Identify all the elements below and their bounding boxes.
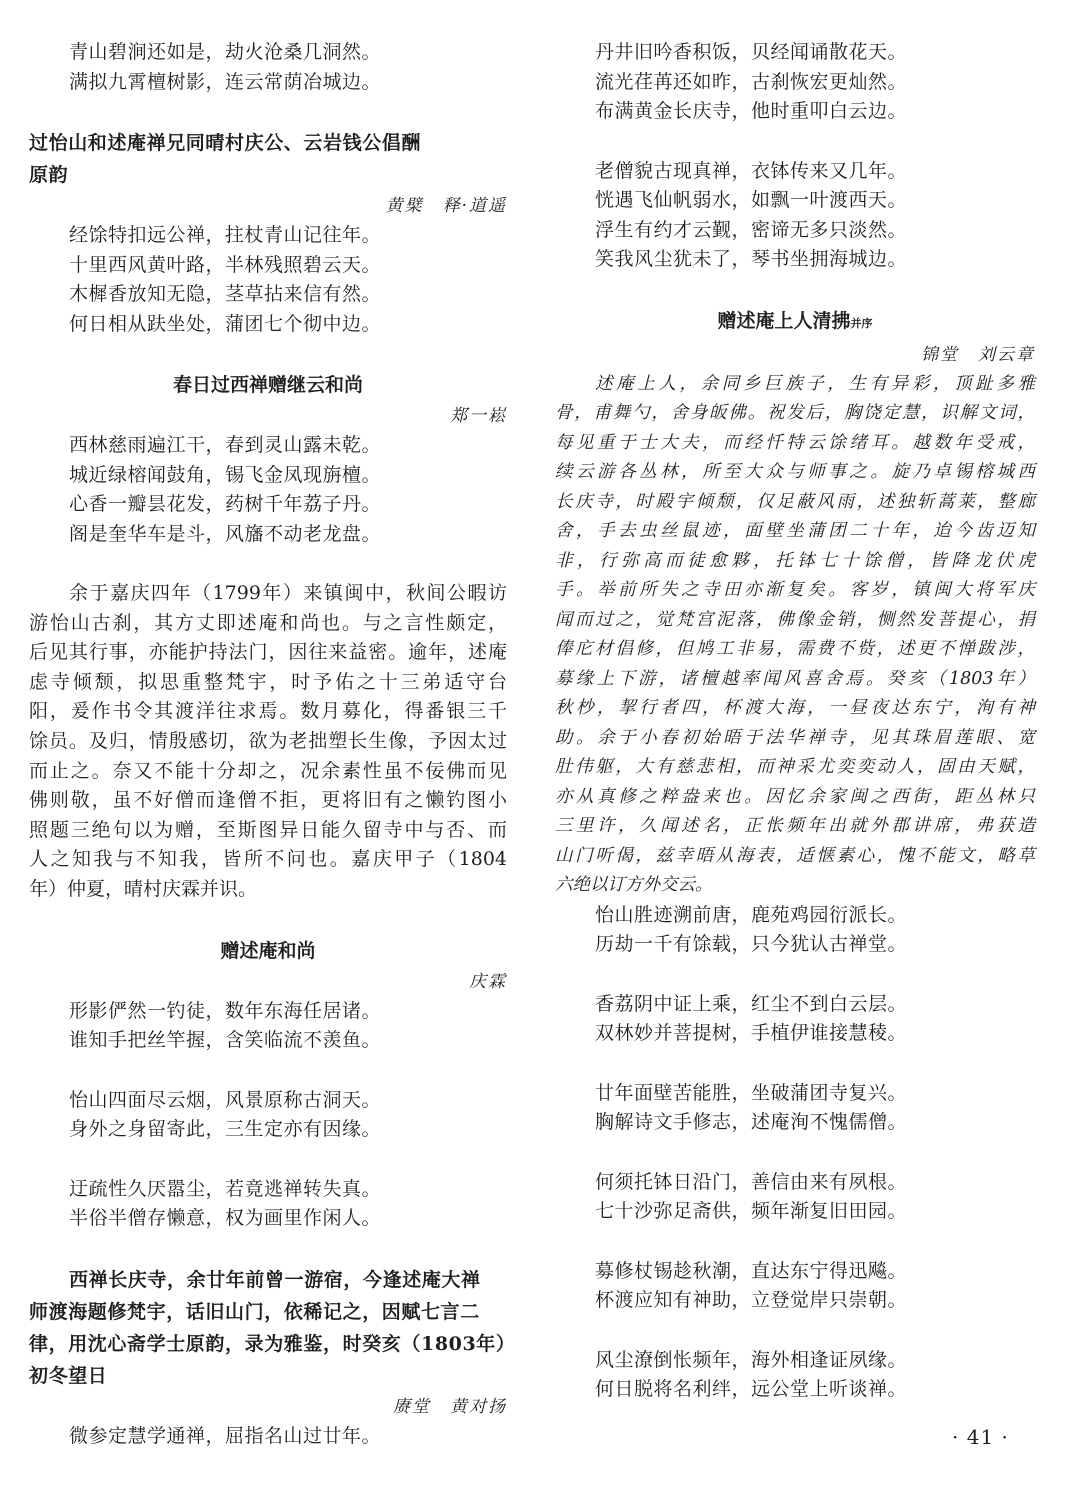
verse-line: 城近绿榕闻鼓角，锡飞金凤现旃檀。 xyxy=(69,463,382,486)
verse-line: 双林妙并菩提树，手植伊谁接慧稜。 xyxy=(595,1022,908,1044)
prose-line: 六绝以订方外交云。 xyxy=(555,875,713,895)
verse-line: 募修杖锡趁秋潮，直达东宁得迅飚。 xyxy=(595,1259,908,1282)
prose-line: 三里许，久闻述名，正怅频年出就外郡讲席，弗获造 xyxy=(555,816,1035,836)
prose-line: 虑寺倾颓，拟思重整梵宇，时予佑之十三弟适守台 xyxy=(29,670,507,693)
prose-line: 助。余于小春初始晤于法华禅寺，见其珠眉莲眼、宽 xyxy=(555,727,1035,748)
prose-line: 阳，爰作书令其渡洋往求焉。数月募化，得番银三千 xyxy=(29,700,507,723)
right-column xyxy=(555,38,1035,1405)
prose-paragraph xyxy=(29,579,507,905)
prose-line: 照题三绝句以为赠，至斯图异日能久留寺中与否、而 xyxy=(29,818,507,841)
verse-line: 何日相从趺坐处，蒲团七个彻中边。 xyxy=(69,312,382,335)
verse-line: 木樨香放知无隐，茎草拈来信有然。 xyxy=(69,283,382,305)
page-number: · 41 · xyxy=(952,1425,1009,1449)
spacer xyxy=(29,1234,507,1264)
spacer xyxy=(555,960,1035,990)
prose-line: 舍，手去虫丝鼠迹，面壁坐蒲团二十年，迨今齿迈知 xyxy=(555,521,1035,541)
poem-title xyxy=(555,305,1035,340)
verse-line: 杯渡应知有神助，立登觉岸只崇朝。 xyxy=(595,1289,908,1311)
spacer xyxy=(29,1145,507,1175)
prose-line: 余于嘉庆四年（1799年）来镇闽中，秋间公暇访 xyxy=(69,582,507,604)
verse-line: 笑我风尘犹未了，琴书坐拥海城边。 xyxy=(595,248,908,270)
prose-line: 肚伟躯，大有慈悲相，而神采尤奕奕动人，固由天赋， xyxy=(555,757,1035,777)
spacer xyxy=(555,1227,1035,1257)
verse-line: 怡山胜迹溯前唐，鹿苑鸡园衍派长。 xyxy=(595,903,908,926)
spacer xyxy=(29,549,507,579)
prose-line: 山门听偈，兹幸晤从海表，适惬素心，愧不能文，略草 xyxy=(555,845,1035,866)
prose-line: 续云游各丛林，所至大众与师事之。旋乃卓锡榕城西 xyxy=(555,462,1035,482)
prose-line: 后见其行事，亦能护持法门，因往来益密。逾年，述庵 xyxy=(29,641,507,664)
prose-line: 手。举前所失之寺田亦渐复矣。客岁，镇闽大将军庆 xyxy=(555,580,1035,600)
poem-title: 赠述庵和尚 xyxy=(220,939,316,962)
prose-line: 馀员。及归，情殷感切，欲为老拙塑长生像，予因太过 xyxy=(29,729,507,752)
poem-title-line: 西禅长庆寺，余廿年前曾一游宿，今逢述庵大禅 xyxy=(69,1268,481,1291)
verse-line: 何日脱将名利绊，远公堂上听谈禅。 xyxy=(595,1378,908,1400)
spacer xyxy=(555,1316,1035,1346)
poem-title xyxy=(29,127,507,191)
verse-line: 阁是奎华车是斗，风旛不动老龙盘。 xyxy=(69,522,382,545)
prose-line: 闻而过之，觉梵宫泥落，佛像金销，恻然发菩提心，捐 xyxy=(555,609,1035,630)
verse-line: 浮生有约才云觐，密谛无多只淡然。 xyxy=(595,218,908,241)
spacer xyxy=(29,339,507,369)
verse-line: 香荔阴中证上乘，红尘不到白云层。 xyxy=(595,992,908,1015)
spacer xyxy=(29,1056,507,1086)
verse-line: 微参定慧学通禅，屈指名山过廿年。 xyxy=(69,1424,382,1447)
spacer xyxy=(29,97,507,127)
verse-line: 七十沙弥足斋供，频年渐复旧田园。 xyxy=(595,1200,908,1222)
poem-title-text: 赠述庵上人清拂 xyxy=(717,309,851,332)
poem-author: 赓堂 黄对扬 xyxy=(393,1396,507,1417)
verse-line: 半俗半僧存懒意，权为画里作闲人。 xyxy=(69,1207,382,1230)
verse-line: 布满黄金长庆寺，他时重叩白云边。 xyxy=(595,100,908,122)
prose-line: 非，行弥高而徒愈夥，托钵七十馀僧，皆降龙伏虎 xyxy=(555,550,1035,571)
spacer xyxy=(29,905,507,935)
poem-title-note: 并序 xyxy=(850,316,873,330)
prose-line: 而止之。奈又不能十分却之，况余素性虽不佞佛而见 xyxy=(29,759,507,782)
verse-line: 经馀特扣远公禅，拄杖青山记往年。 xyxy=(69,224,382,246)
prose-line: 佛则敬，虽不好僧而逢僧不拒，更将旧有之懒钓图小 xyxy=(29,789,507,812)
verse-line: 身外之身留寄此，三生定亦有因缘。 xyxy=(69,1118,382,1141)
poem-author: 郑一崧 xyxy=(450,406,507,426)
poem-title xyxy=(29,1264,516,1392)
verse-line: 形影俨然一钓徒，数年东海任居诸。 xyxy=(69,999,382,1022)
verse-line: 廿年面壁苦能胜，坐破蒲团寺复兴。 xyxy=(595,1081,908,1104)
verse-line: 心香一瓣昙花发，药树千年荔子丹。 xyxy=(69,493,382,515)
spacer xyxy=(555,127,1035,157)
poem-title-line: 师渡海题修梵宇，话旧山门，依稀记之，因赋七言二 xyxy=(29,1300,480,1323)
poem-author: 黄檗 释·道遥 xyxy=(385,196,507,216)
prose-line: 俸庀材倡修，但鸠工非易，需费不赀，述更不惮跋涉， xyxy=(555,639,1035,659)
verse-line: 恍遇飞仙帆弱水，如飘一叶渡西天。 xyxy=(595,189,908,211)
poem-title: 春日过西禅赠继云和尚 xyxy=(172,374,363,396)
prose-line: 人之知我与不知我，皆所不问也。嘉庆甲子（1804 xyxy=(29,848,507,871)
prose-line: 游怡山古刹，其方丈即述庵和尚也。与之言性颇定， xyxy=(29,611,507,634)
left-column xyxy=(29,38,516,1451)
prose-line: 年）仲夏，晴村庆霖并识。 xyxy=(29,877,258,900)
poem-title-line: 过怡山和述庵禅兄同晴村庆公、云岩钱公倡酬 xyxy=(29,132,422,154)
prose-line: 秋杪，挈行者四，杯渡大海，一昼夜达东宁，洵有神 xyxy=(555,698,1035,718)
verse-line: 谁知手把丝竿握，含笑临流不羡鱼。 xyxy=(69,1029,382,1052)
preface-paragraph xyxy=(555,370,1035,901)
verse-line: 十里西风黄叶路，半林残照碧云天。 xyxy=(69,253,382,276)
verse-line: 流光荏苒还如昨，古刹恢宏更灿然。 xyxy=(595,70,908,93)
prose-line: 募缘上下游，诸檀越率闻风喜舍焉。癸亥（1803年） xyxy=(555,668,1035,689)
prose-line: 述庵上人，余同乡巨族子，生有异彩，顶趾多雅 xyxy=(595,373,1035,394)
poem-title-line: 初冬望日 xyxy=(29,1364,108,1387)
verse-line: 怡山四面尽云烟，风景原称古洞天。 xyxy=(69,1088,382,1111)
verse-line: 何须托钵日沿门，善信由来有夙根。 xyxy=(595,1170,908,1193)
prose-line: 长庆寺，时殿宇倾颓，仅足蔽风雨，述独斩蒿莱，整廊 xyxy=(555,491,1035,512)
spacer xyxy=(555,275,1035,305)
prose-line: 亦从真修之粹盎来也。因忆余家闽之西街，距丛林只 xyxy=(555,786,1035,807)
spacer xyxy=(555,1138,1035,1168)
spacer xyxy=(555,1049,1035,1079)
verse-line: 风尘潦倒怅频年，海外相逢证夙缘。 xyxy=(595,1348,908,1371)
poem-title-line: 原韵 xyxy=(29,164,69,186)
verse-line: 历劫一千有馀载，只今犹认古禅堂。 xyxy=(595,933,908,955)
verse-line: 老僧貌古现真禅，衣钵传来又几年。 xyxy=(595,159,908,182)
verse-line: 胸解诗文手修志，述庵洵不愧儒僧。 xyxy=(595,1111,908,1133)
prose-line: 每见重于士大夫，而经忏特云馀绪耳。越数年受戒， xyxy=(555,432,1035,453)
verse-line: 青山碧涧还如是，劫火沧桑几洞然。 xyxy=(69,41,382,63)
verse-line: 丹井旧吟香积饭，贝经闻诵散花天。 xyxy=(595,41,908,63)
verse-line: 迂疏性久厌嚣尘，若竟逃禅转失真。 xyxy=(69,1177,382,1200)
verse-line: 西林慈雨遍江干，春到灵山露未乾。 xyxy=(69,434,382,456)
prose-line: 骨，甫舞勺，舍身皈佛。祝发后，胸饶定慧，识解文词， xyxy=(555,403,1035,423)
verse-line: 满拟九霄檀树影，连云常荫冶城边。 xyxy=(69,70,382,93)
poem-author: 庆霖 xyxy=(469,971,507,992)
poem-author: 锦堂 刘云章 xyxy=(921,344,1035,365)
poem-title-line: 律，用沈心斋学士原韵，录为雅鉴，时癸亥（1803年） xyxy=(29,1332,516,1355)
